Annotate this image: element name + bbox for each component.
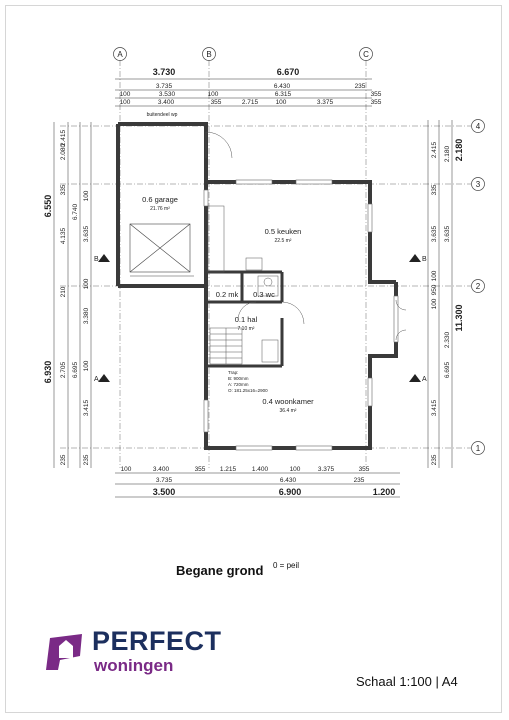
section-b-right: B <box>422 256 427 263</box>
dim-top-r4-1: 100 <box>119 99 131 106</box>
dim-top-r3-1: 100 <box>119 91 131 98</box>
dim-left-major-1: 6.550 <box>43 194 53 218</box>
stair-note-3: A: 720mm <box>228 382 249 387</box>
dim-left-r2-1: 2.080 <box>60 143 67 161</box>
dim-right-r2-3: 2.330 <box>444 331 451 349</box>
dim-bot-major-3: 1.200 <box>372 487 396 497</box>
dim-top-r3-5: 355 <box>370 91 382 98</box>
room-mk-name: 0.2 mk <box>215 290 239 299</box>
room-kitchen-area: 22.5 m² <box>274 238 292 244</box>
dim-top-r4-3: 355 <box>210 99 222 106</box>
dim-left-r4-1: 100 <box>83 278 90 290</box>
dim-top-major-2: 6.670 <box>276 67 300 77</box>
dim-bot-r2-3: 235 <box>353 477 365 484</box>
section-a-right: A <box>422 376 427 383</box>
dim-left-r3-1: 2.415 <box>60 129 67 147</box>
room-living-area: 36.4 m² <box>279 408 297 414</box>
stair-note-4: O: 181.25x16=2900 <box>228 388 268 393</box>
dim-right-r3-4: 100 <box>431 270 438 282</box>
grid-label-1: 1 <box>475 444 481 453</box>
grid-bubbles-top <box>114 48 373 469</box>
dim-right-major-1: 2.180 <box>454 138 464 162</box>
brand-name: PERFECT <box>92 626 222 656</box>
dim-top-r4-6: 3.375 <box>316 99 334 106</box>
room-hall-name: 0.1 hal <box>234 315 258 324</box>
dim-bot-r1-4: 1.215 <box>219 466 237 473</box>
dim-right-r3-2: 335 <box>431 184 438 196</box>
room-wc-name: 0.3 wc <box>253 290 275 299</box>
dim-left-r3-6: 235 <box>60 454 67 466</box>
room-kitchen-name: 0.5 keuken <box>264 227 302 236</box>
dim-left-r3-2: 335 <box>60 184 67 196</box>
dim-top-r4-7: 355 <box>370 99 382 106</box>
dim-bot-major-2: 6.900 <box>278 487 302 497</box>
dim-right-r3-3: 3.635 <box>431 225 438 243</box>
dim-right-r3-1: 2.415 <box>431 141 438 159</box>
dim-left-r4-6: 3.415 <box>83 399 90 417</box>
dim-right-r2-2: 3.635 <box>444 225 451 243</box>
buitendeel-label: buitendeel wp <box>146 112 178 118</box>
dim-bot-r2-1: 3.735 <box>155 477 173 484</box>
stair <box>210 328 242 364</box>
dim-right-r3-7: 3.415 <box>431 399 438 417</box>
grid-label-a: A <box>117 50 123 59</box>
dim-top-r4-2: 3.400 <box>157 99 175 106</box>
room-living-name: 0.4 woonkamer <box>262 397 314 406</box>
dim-right-r2-4: 6.695 <box>444 361 451 379</box>
dim-bot-r1-8: 355 <box>358 466 370 473</box>
dim-top-r4-4: 2.715 <box>241 99 259 106</box>
dim-right-r3-5: 950 <box>431 284 438 296</box>
room-garage-area: 21.76 m² <box>150 206 170 212</box>
grid-label-3: 3 <box>475 180 481 189</box>
dim-top-r2-3: 235 <box>354 83 366 90</box>
dim-right-r3-6: 100 <box>431 298 438 310</box>
brand-logo-icon <box>42 630 86 674</box>
grid-label-b: B <box>206 50 212 59</box>
stair-note-1: Trap: <box>228 370 239 375</box>
dim-right-r2-1: 2.180 <box>444 145 451 163</box>
dim-top-r2-1: 3.735 <box>155 83 173 90</box>
room-hall-area: 7.10 m² <box>237 326 255 332</box>
dim-bot-r2-2: 6.430 <box>279 477 297 484</box>
stair-note-2: B: 900mm <box>228 376 249 381</box>
dim-left-major-2: 6.930 <box>43 360 53 384</box>
dim-top-r2-2: 6.430 <box>273 83 291 90</box>
dim-left-r2-2: 6.740 <box>72 203 79 221</box>
dim-top-r3-3: 100 <box>207 91 219 98</box>
section-a-left: A <box>94 376 99 383</box>
drawing-title-note: 0 = peil <box>273 561 300 570</box>
grid-label-c: C <box>363 50 369 59</box>
dim-top-r3-2: 3.530 <box>158 91 176 98</box>
dim-left-r3-5: 2.705 <box>60 361 67 379</box>
garage-door <box>130 224 194 276</box>
dim-bot-r1-3: 355 <box>194 466 206 473</box>
dim-right-r3-8: 235 <box>431 454 438 466</box>
drawing-title: Begane grond <box>176 563 264 578</box>
grid-label-2: 2 <box>475 282 481 291</box>
grid-label-4: 4 <box>475 122 481 131</box>
dim-top-major-1: 3.730 <box>152 67 176 77</box>
brand-subtitle: woningen <box>94 656 174 675</box>
dim-left-r4-4: 3.380 <box>83 307 90 325</box>
dim-top-r4-5: 100 <box>275 99 287 106</box>
scale-label: Schaal 1:100 | A4 <box>356 674 458 689</box>
dim-left-r4-7: 235 <box>83 454 90 466</box>
dim-right-major-2: 11.300 <box>454 304 464 332</box>
dim-bot-r1-1: 100 <box>120 466 132 473</box>
dim-left-r4-5: 100 <box>83 190 90 202</box>
dim-bot-major-1: 3.500 <box>152 487 176 497</box>
dim-bot-r1-5: 1.400 <box>251 466 269 473</box>
section-b-left: B <box>94 256 99 263</box>
dim-bot-r1-2: 3.400 <box>152 466 170 473</box>
room-garage-name: 0.6 garage <box>142 195 178 204</box>
dim-left-r3-4: 210 <box>60 286 67 298</box>
dim-left-r4-3: 100 <box>83 360 90 372</box>
dim-bot-r1-7: 3.375 <box>317 466 335 473</box>
door-swings <box>206 132 406 340</box>
dim-left-r3-3: 4.135 <box>60 227 67 245</box>
dim-left-r2-3: 6.695 <box>72 361 79 379</box>
dim-bot-r1-6: 100 <box>289 466 301 473</box>
dim-top-r3-4: 6.315 <box>274 91 292 98</box>
dim-left-r4-2: 3.635 <box>83 225 90 243</box>
